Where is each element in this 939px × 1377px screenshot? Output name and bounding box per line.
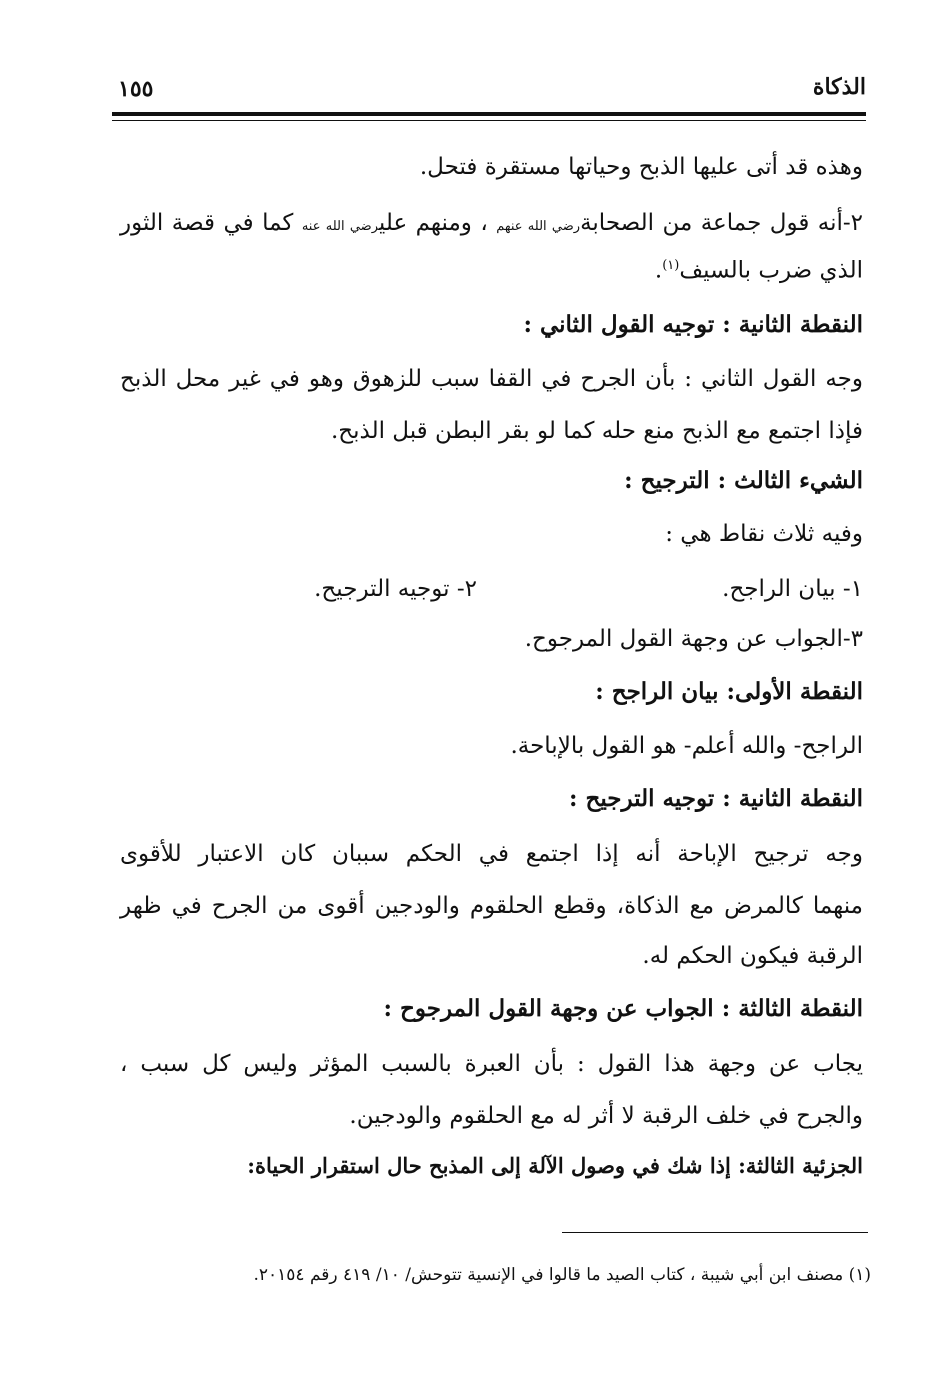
heading-point-three-response: النقطة الثالثة : الجواب عن وجهة القول المرجوح :	[383, 995, 863, 1022]
heading-third-part-doubt: الجزئية الثالثة: إذا شك في وصول الآلة إلى المذبح حال استقرار الحياة:	[247, 1153, 863, 1178]
text-line-3-main: الذي ضرب بالسيف	[679, 257, 863, 284]
list-item-3: ٣-الجواب عن وجهة القول المرجوح.	[524, 626, 863, 652]
text-line-3	[655, 259, 863, 283]
text-line-2-part-2: ، ومنهم علي	[378, 210, 488, 236]
header-rule-thin	[112, 120, 866, 121]
text-line-13: يجاب عن وجهة هذا القول : بأن العبرة بالسبب المؤثر وليس كل سبب ،	[120, 1051, 863, 1077]
heading-point-one-preferred: النقطة الأولى: بيان الراجح :	[595, 678, 863, 705]
list-item-1: ١- بيان الراجح.	[722, 576, 863, 602]
header-rule-thick	[112, 112, 866, 116]
text-line-6: وفيه ثلاث نقاط هي :	[665, 521, 863, 547]
text-line-11: منهما كالمرض مع الذكاة، وقطع الحلقوم والودجين أقوى من الجرح في ظهر	[120, 893, 863, 919]
honorific-glyph-2: رضي الله عنه	[301, 219, 379, 234]
honorific-glyph-1: رضي الله عنهم	[496, 219, 581, 234]
text-line-12: الرقبة فيكون الحكم له.	[642, 943, 863, 969]
text-line-4: وجه القول الثاني : بأن الجرح في القفا سبب للزهوق وهو في غير محل الذبح	[120, 366, 863, 392]
text-line-5: فإذا اجتمع مع الذبح منع حله كما لو بقر البطن قبل الذبح.	[330, 418, 863, 444]
list-item-2: ٢- توجيه الترجيح.	[314, 576, 477, 602]
chapter-title: الذكاة	[812, 74, 866, 100]
footnote-reference: (١)	[662, 258, 680, 273]
footnote-separator	[562, 1232, 868, 1233]
text-line-10: وجه ترجيح الإباحة أنه إذا اجتمع في الحكم سببان كان الاعتبار للأقوى	[120, 841, 863, 867]
text-line-3-end: .	[654, 257, 663, 284]
text-line-1: وهذه قد أتى عليها الذبح وحياتها مستقرة فتحل.	[419, 154, 863, 180]
text-line-2-part-3: كما في قصة الثور	[120, 210, 294, 236]
page-header	[112, 74, 866, 102]
heading-third-thing-preference: الشيء الثالث : الترجيح :	[624, 467, 863, 494]
footnote-text: (١) مصنف ابن أبي شيبة ، كتاب الصيد ما قالوا في الإنسية تتوحش/ ١٠/ ٤١٩ رقم ٢٠١٥٤.	[253, 1265, 871, 1285]
text-line-9: الراجح- والله أعلم- هو القول بالإباحة.	[510, 733, 863, 759]
text-line-14: والجرح في خلف الرقبة لا أثر له مع الحلقوم والودجين.	[349, 1103, 863, 1129]
heading-point-two-preference-reasoning: النقطة الثانية : توجيه الترجيح :	[568, 785, 863, 812]
text-line-2	[120, 212, 863, 235]
text-line-2-part-1: ٢-أنه قول جماعة من الصحابة	[580, 210, 864, 236]
page-number: ١٥٥	[118, 76, 154, 102]
heading-point-two-second-view: النقطة الثانية : توجيه القول الثاني :	[523, 311, 863, 338]
